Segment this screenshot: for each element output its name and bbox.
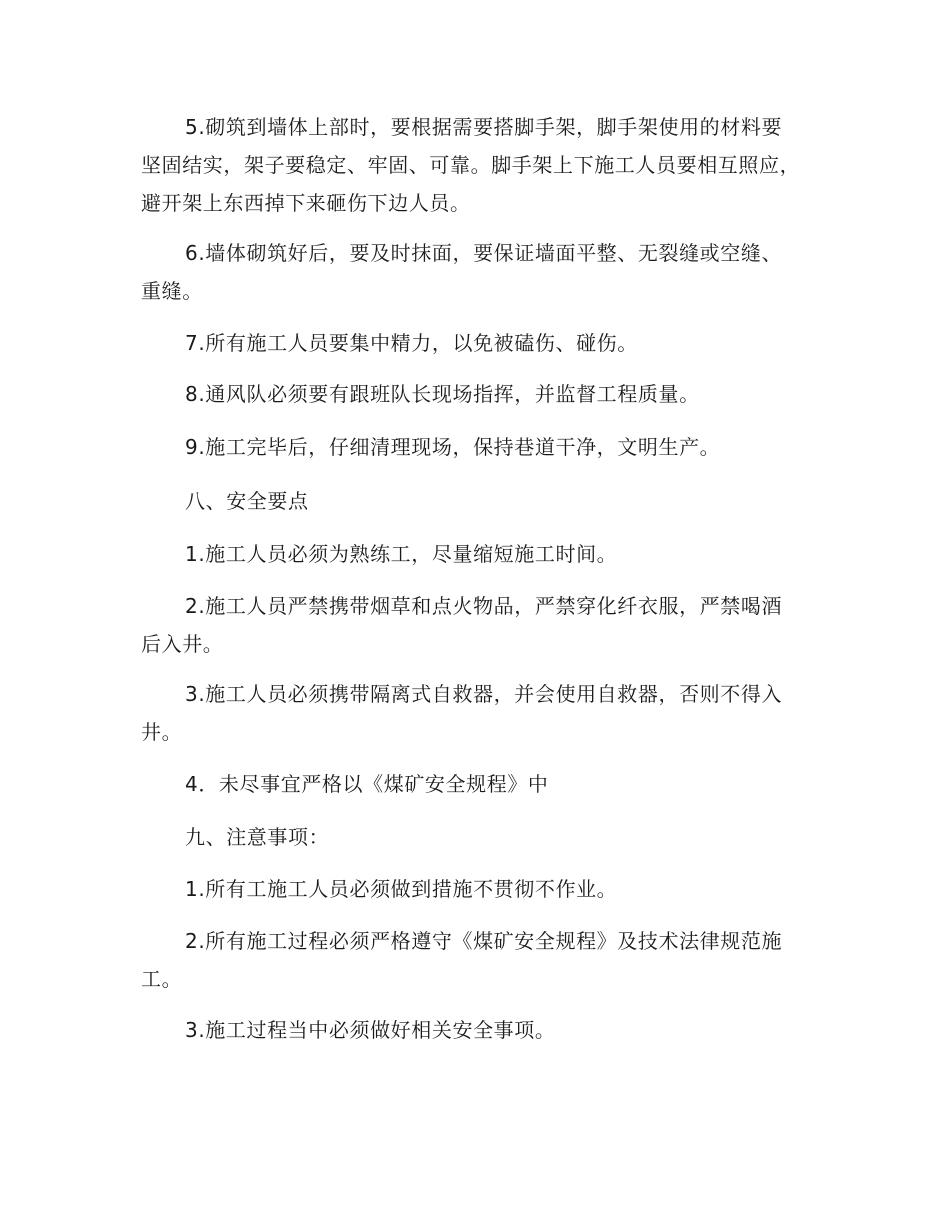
safety-item-4-regulations: 4．未尽事宜严格以《煤矿安全规程》中 [185, 772, 549, 796]
paragraph-item-6-plastering: 6.墙体砌筑好后，要及时抹面，要保证墙面平整、无裂缝或空缝、重缝。 [141, 241, 783, 303]
section-heading-safety-points: 八、安全要点 [185, 489, 309, 513]
notes-item-2-compliance: 2.所有施工过程必须严格遵守《煤矿安全规程》及技术法律规范施工。 [141, 929, 783, 991]
section-heading-notes: 九、注意事项： [185, 825, 330, 849]
paragraph-item-7-concentration: 7.所有施工人员要集中精力，以免被磕伤、碰伤。 [185, 331, 638, 355]
paragraph-item-8-supervision: 8.通风队必须要有跟班队长现场指挥，并监督工程质量。 [185, 382, 700, 406]
notes-item-3-safety-matters: 3.施工过程当中必须做好相关安全事项。 [185, 1018, 556, 1042]
paragraph-item-5-scaffolding: 5.砌筑到墙体上部时，要根据需要搭脚手架，脚手架使用的材料要坚固结实，架子要稳定、牢固、可靠。脚手架上下施工人员要相互照应，避开架上东西掉下来砸伤下边人员。 [141, 115, 801, 215]
paragraph-item-9-cleanup: 9.施工完毕后，仔细清理现场，保持巷道干净，文明生产。 [185, 435, 721, 459]
safety-item-3-self-rescuer: 3.施工人员必须携带隔离式自救器，并会使用自救器，否则不得入井。 [141, 682, 783, 744]
safety-item-2-prohibited-items: 2.施工人员严禁携带烟草和点火物品，严禁穿化纤衣服，严禁喝酒后入井。 [141, 594, 783, 656]
safety-item-1-skilled-workers: 1.施工人员必须为熟练工，尽量缩短施工时间。 [185, 542, 618, 566]
notes-item-1-implementation: 1.所有工施工人员必须做到措施不贯彻不作业。 [185, 877, 618, 901]
